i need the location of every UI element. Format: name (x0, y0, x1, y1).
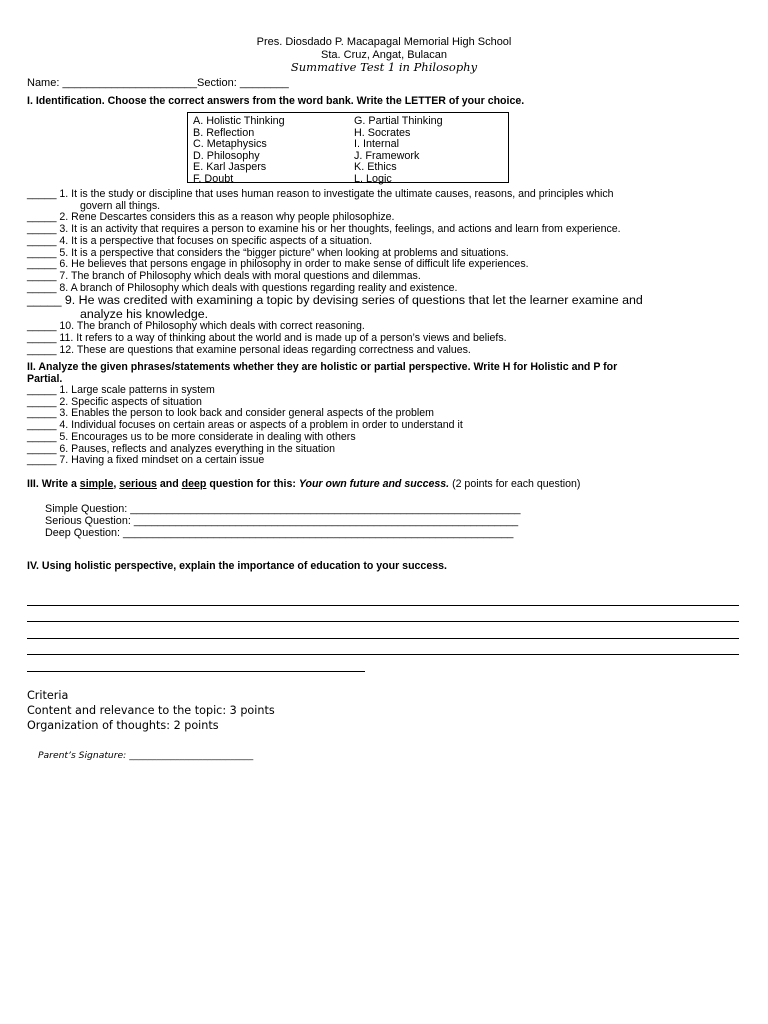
answer-line (27, 655, 365, 672)
question-text: _____ 9. He was credited with examining a topic by devising series of questions that let the learner examine and (27, 293, 643, 308)
criteria-block (27, 688, 275, 733)
section-3-title (27, 478, 580, 490)
question-item (27, 189, 747, 212)
statement-item: _____ 3. Enables the person to look back and consider general aspects of the problem (27, 407, 434, 420)
statement-item: _____ 5. Encourages us to be more considerate in dealing with others (27, 430, 356, 443)
section-1-title: I. Identification. Choose the correct answers from the word bank. Write the LETTER of your choice. (27, 95, 525, 107)
answer-line (27, 589, 739, 606)
statement-item: _____ 4. Individual focuses on certain areas or aspects of a problem in order to understand it (27, 419, 463, 432)
separator: and (156, 478, 182, 490)
question-item: _____ 8. A branch of Philosophy which deals with questions regarding reality and existence. (27, 281, 458, 294)
word-bank-option: B. Reflection (193, 126, 255, 139)
section-3-prefix: III. Write a (27, 478, 80, 490)
section-2-items (27, 385, 747, 467)
question-text: _____ 1. It is the study or discipline that uses human reason to investigate the ultimate causes, reasons, and principles which (27, 188, 614, 200)
word-bank (187, 112, 509, 183)
statement-item: _____ 2. Specific aspects of situation (27, 395, 202, 408)
answer-line (27, 606, 739, 623)
word-bank-option: E. Karl Jaspers (193, 161, 267, 174)
section-2-title-line: II. Analyze the given phrases/statements whether they are holistic or partial perspective. Write H for Holistic and P for (27, 361, 618, 373)
word-bank-option: I. Internal (354, 138, 400, 151)
test-title: Summative Test 1 in Philosophy (290, 60, 478, 74)
question-item: _____ 3. It is an activity that requires a person to examine his or her thoughts, feelings, and actions and learn from experience. (27, 223, 621, 236)
keyword-serious: serious (119, 478, 157, 490)
school-address: Sta. Cruz, Angat, Bulacan (321, 49, 447, 61)
criteria-line: Organization of thoughts: 2 points (27, 719, 219, 732)
word-bank-option: K. Ethics (354, 161, 397, 174)
answer-line (27, 622, 739, 639)
word-bank-option: C. Metaphysics (193, 138, 267, 151)
section-3-mid: question for this: (206, 478, 299, 490)
question-item: _____ 4. It is a perspective that focuses on specific aspects of a situation. (27, 234, 373, 247)
question-item: _____ 5. It is a perspective that considers the “bigger picture” when looking at problems and situations. (27, 246, 509, 259)
serious-question-line: Serious Question: ________________________________________________________________ (45, 515, 519, 527)
section-4-title: IV. Using holistic perspective, explain the importance of education to your success. (27, 560, 447, 572)
deep-question-line: Deep Question: _________________________________________________________________ (45, 527, 514, 539)
question-item: _____ 7. The branch of Philosophy which deals with moral questions and dilemmas. (27, 269, 421, 282)
question-item: _____ 6. He believes that persons engage in philosophy in order to make sense of difficult life experiences. (27, 258, 529, 271)
separator: , (113, 478, 120, 490)
question-item: _____ 2. Rene Descartes considers this as a reason why people philosophize. (27, 211, 395, 224)
word-bank-option: L. Logic (354, 172, 392, 185)
question-text-continued: govern all things. (80, 199, 161, 212)
criteria-line: Content and relevance to the topic: 3 points (27, 704, 275, 717)
word-bank-option: D. Philosophy (193, 149, 260, 162)
word-bank-option: J. Framework (354, 149, 420, 162)
school-header (0, 36, 768, 62)
section-1-items (27, 189, 747, 356)
keyword-deep: deep (181, 478, 207, 490)
word-bank-option: F. Doubt (193, 172, 234, 185)
question-item (27, 294, 747, 321)
name-section-row: Name: ______________________Section: ________ (27, 77, 289, 89)
school-name: Pres. Diosdado P. Macapagal Memorial High School (256, 36, 512, 48)
simple-question-line: Simple Question: _________________________________________________________________ (45, 503, 521, 515)
question-text-continued: analyze his knowledge. (80, 306, 209, 321)
section-3-points: (2 points for each question) (449, 478, 581, 490)
statement-item: _____ 7. Having a fixed mindset on a certain issue (27, 454, 265, 467)
question-lines (45, 503, 521, 539)
section-2-title-line: Partial. (27, 373, 63, 385)
word-bank-option: A. Holistic Thinking (193, 115, 285, 127)
question-item: _____ 10. The branch of Philosophy which deals with correct reasoning. (27, 320, 365, 333)
question-item: _____ 12. These are questions that examine personal ideas regarding correctness and values. (27, 343, 471, 356)
statement-item: _____ 6. Pauses, reflects and analyzes everything in the situation (27, 442, 335, 455)
essay-answer-lines (27, 589, 739, 672)
section-3-topic: Your own future and success. (298, 478, 450, 490)
keyword-simple: simple (79, 478, 114, 490)
word-bank-option: H. Socrates (354, 126, 411, 139)
word-bank-option: G. Partial Thinking (354, 115, 443, 127)
statement-item: _____ 1. Large scale patterns in system (27, 384, 215, 396)
section-2-title (27, 361, 617, 385)
criteria-heading: Criteria (27, 689, 69, 702)
answer-line (27, 639, 739, 656)
parent-signature-line: Parent’s Signature: ___________________________ (38, 750, 254, 761)
question-item: _____ 11. It refers to a way of thinking about the world and is made up of a person’s views and beliefs. (27, 332, 507, 345)
